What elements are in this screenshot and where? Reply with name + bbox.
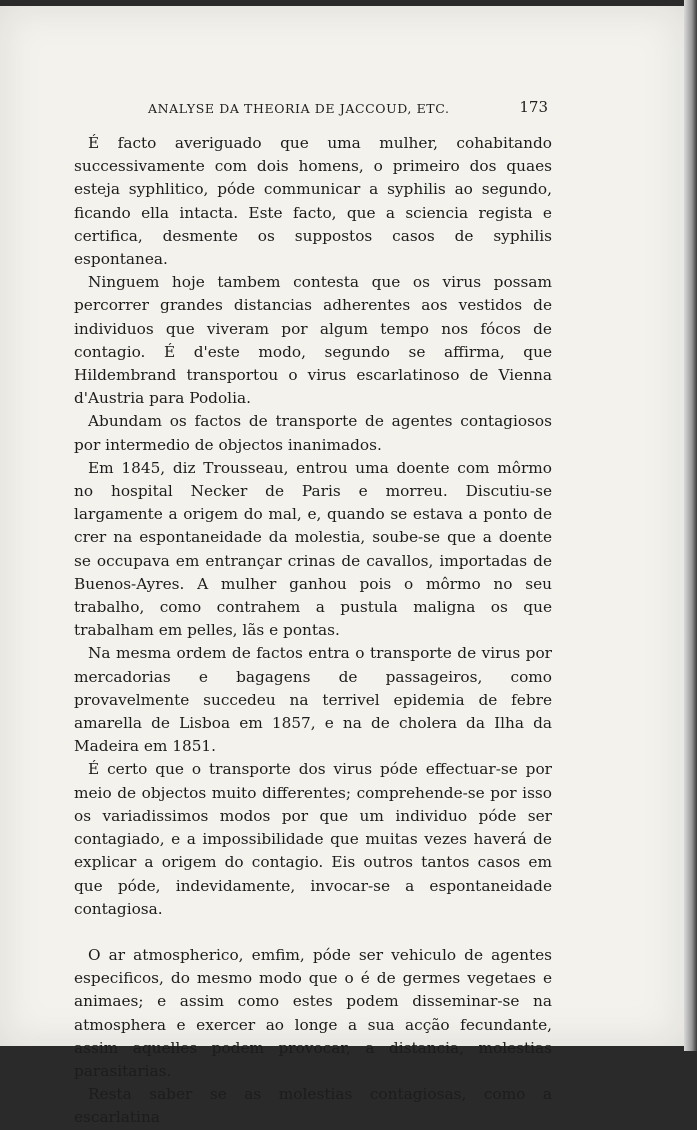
paragraph: É facto averiguado que uma mulher, cohabitando successivamente com dois homens, o primeiro dos quaes esteja syphlitico, póde communicar a syphilis ao segundo, ficando ella intacta. Este facto, que a sciencia regista e certifica, desmente os suppostos casos de syphilis espontanea. <box>74 134 552 269</box>
book-page <box>0 6 686 1127</box>
paragraph: Resta saber se as molestias contagiosas, como a escarlatina <box>74 1085 552 1127</box>
paragraph: É certo que o transporte dos virus póde effectuar-se por meio de objectos muito differentes; comprehende-se por isso os variadissimos modos por que um individuo póde ser contagiado, e a impossibilidade que muitas vezes haverá de explicar a origem do contagio. Eis outros tantos casos em que póde, indevidamente, invocar-se a espontaneidade contagiosa. <box>74 760 552 918</box>
page-number: 173 <box>519 98 548 116</box>
paragraph: Na mesma ordem de factos entra o transporte de virus por mercadorias e bagagens de passageiros, como provavelmente succedeu na terrivel epidemia de febre amarella de Lisboa em 1857, e na de cholera da Ilha da Madeira em 1851. <box>74 644 552 756</box>
page-header <box>148 98 548 122</box>
paragraph: Em 1845, diz Trousseau, entrou uma doente com môrmo no hospital Necker de Paris e morreu. Discutiu-se largamente a origem do mal, e, quando se estava a ponto de crer na espontaneidade da molestia, soube-se que a doente se occupava em entrançar crinas de cavallos, importadas de Buenos-Ayres. A mulher ganhou pois o môrmo no seu trabalho, como contrahem a pustula maligna os que trabalham em pelles, lãs e pontas. <box>74 458 552 640</box>
paragraph: Abundam os factos de transporte de agentes contagiosos por intermedio de objectos inanimados. <box>74 412 552 454</box>
paragraph: Ninguem hoje tambem contesta que os virus possam percorrer grandes distancias adherentes aos vestidos de individuos que viveram por algum tempo nos fócos de contagio. É d'este modo, segundo se affirma, que Hildembrand transportou o virus escarlatinoso de Vienna d'Austria para Podolia. <box>74 273 552 408</box>
running-title: ANALYSE DA THEORIA DE JACCOUD, ETC. <box>148 101 450 116</box>
body-text <box>74 132 552 1130</box>
page-edge <box>684 0 697 1051</box>
paragraph: O ar atmospherico, emfim, póde ser vehiculo de agentes especificos, do mesmo modo que o é de germes vegetaes e animaes; e assim como estes podem disseminar-se na atmosphera e exercer ao longe a sua acção fecundante, assim aquelles podem provocar, a distancia, molestias parasitarias. <box>74 945 552 1080</box>
